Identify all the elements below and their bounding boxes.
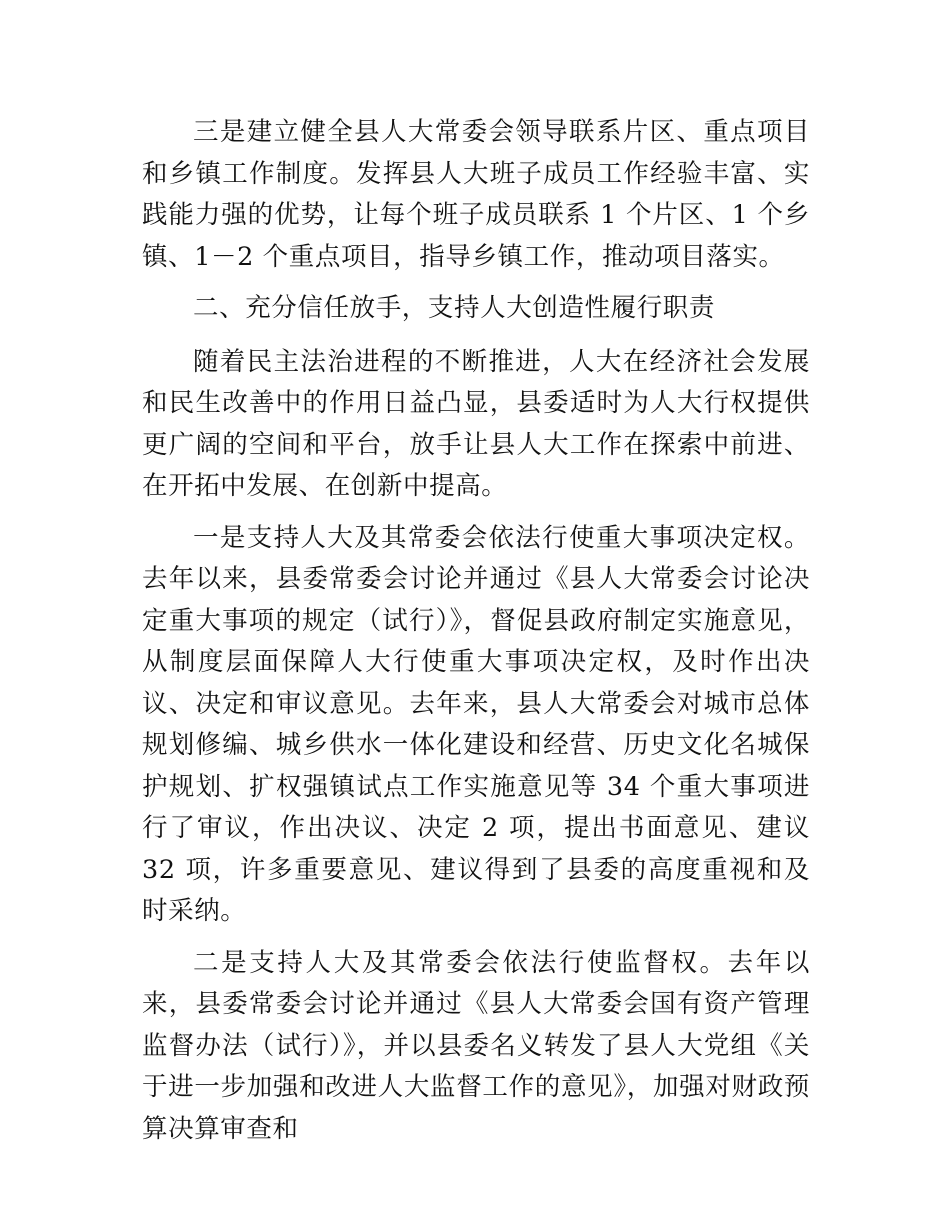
paragraph-leadership-contact-system: 三是建立健全县人大常委会领导联系片区、重点项目和乡镇工作制度。发挥县人大班子成员工作经验丰富、实践能力强的优势，让每个班子成员联系 1 个片区、1 个乡镇、1－2 个重点项目，指导乡镇工作，推动项目落实。 [142,117,810,272]
document-body [142,112,810,1160]
paragraph-decision-power: 一是支持人大及其常委会依法行使重大事项决定权。去年以来，县委常委会讨论并通过《县人大常委会讨论决定重大事项的规定（试行）》，督促县政府制定实施意见，从制度层面保障人大行使重大事项决定权，及时作出决议、决定和审议意见。去年来，县人大常委会对城市总体规划修编、城乡供水一体化建设和经营、历史文化名城保护规划、扩权强镇试点工作实施意见等 34 个重大事项进行了审议，作出决议、决定 2 项，提出书面意见、建议 32 项，许多重要意见、建议得到了县委的高度重视和及时采纳。 [142,522,810,926]
paragraph-supervision-power: 二是支持人大及其常委会依法行使监督权。去年以来，县委常委会讨论并通过《县人大常委会国有资产管理监督办法（试行）》，并以县委名义转发了县人大党组《关于进一步加强和改进人大监督工作的意见》，加强对财政预算决算审查和 [142,947,810,1144]
paragraph-democracy-rule-of-law: 随着民主法治进程的不断推进，人大在经济社会发展和民生改善中的作用日益凸显，县委适时为人大行权提供更广阔的空间和平台，放手让县人大工作在探索中前进、在开拓中发展、在创新中提高。 [142,346,810,501]
section-heading-trust-support: 二、充分信任放手，支持人大创造性履行职责 [193,293,716,323]
